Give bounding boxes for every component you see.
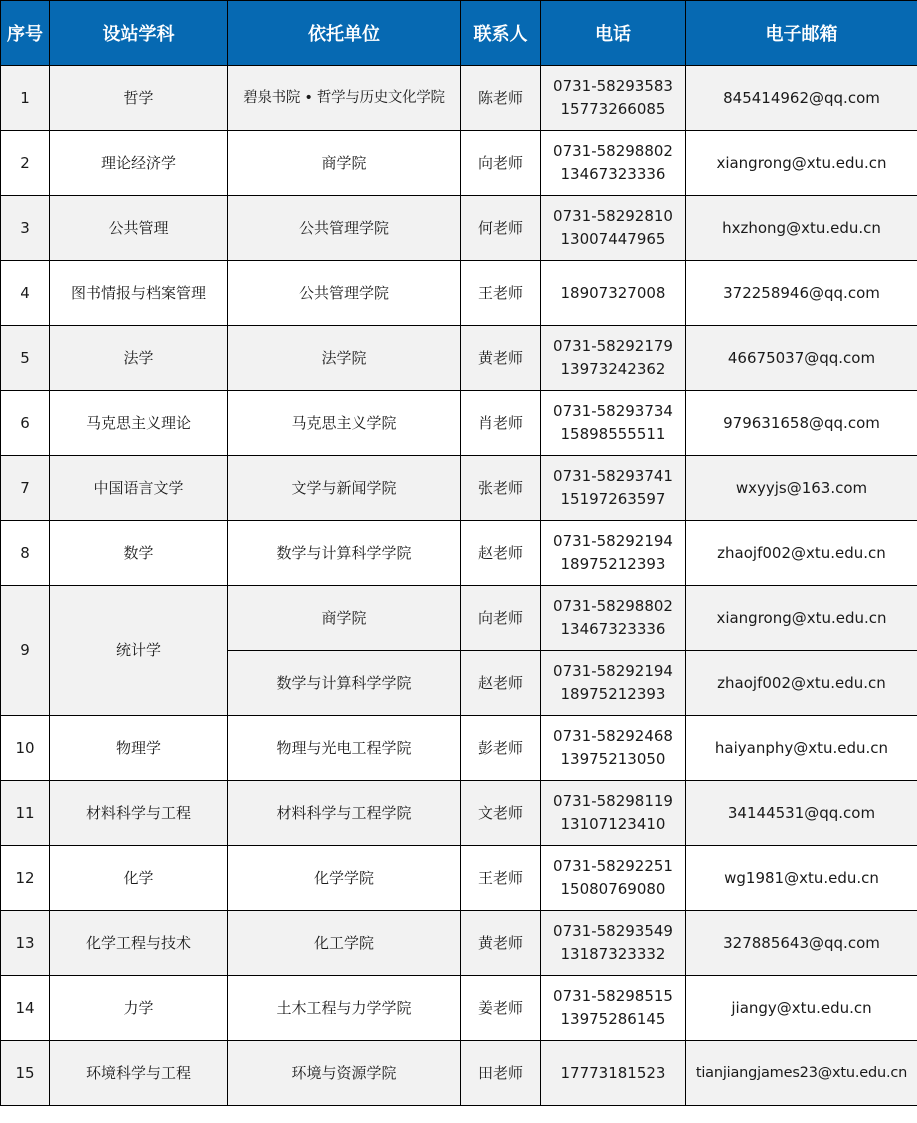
table-row [1, 131, 917, 196]
cell-contact: 赵老师 [461, 651, 541, 716]
cell-phone [541, 716, 686, 781]
cell-contact: 黄老师 [461, 911, 541, 976]
cell-email: 46675037@qq.com [686, 326, 917, 391]
phone-landline: 0731-58292251 [553, 857, 673, 875]
cell-phone [541, 391, 686, 456]
table-row [1, 1041, 917, 1106]
cell-phone [541, 586, 686, 651]
phone-mobile: 18975212393 [560, 555, 666, 573]
cell-email: zhaojf002@xtu.edu.cn [686, 651, 917, 716]
cell-unit: 文学与新闻学院 [228, 456, 461, 521]
phone-mobile: 18907327008 [560, 283, 666, 302]
header-phone: 电话 [541, 1, 686, 66]
phone-mobile: 13007447965 [560, 230, 666, 248]
phone-mobile: 15898555511 [560, 425, 666, 443]
phone-mobile: 13107123410 [560, 815, 666, 833]
cell-unit: 马克思主义学院 [228, 391, 461, 456]
phone-landline: 0731-58298515 [553, 987, 673, 1005]
cell-unit: 数学与计算科学学院 [228, 651, 461, 716]
cell-phone [541, 846, 686, 911]
cell-unit: 环境与资源学院 [228, 1041, 461, 1106]
cell-discipline: 法学 [50, 326, 228, 391]
cell-phone [541, 911, 686, 976]
cell-no: 14 [1, 976, 50, 1041]
cell-email: 979631658@qq.com [686, 391, 917, 456]
cell-discipline: 马克思主义理论 [50, 391, 228, 456]
cell-phone [541, 781, 686, 846]
cell-discipline: 哲学 [50, 66, 228, 131]
phone-landline: 0731-58293741 [553, 467, 673, 485]
cell-phone [541, 521, 686, 586]
cell-no: 5 [1, 326, 50, 391]
table-row [1, 716, 917, 781]
cell-contact: 田老师 [461, 1041, 541, 1106]
cell-phone [541, 456, 686, 521]
cell-email: hxzhong@xtu.edu.cn [686, 196, 917, 261]
table-row [1, 521, 917, 586]
table-row [1, 391, 917, 456]
cell-no: 2 [1, 131, 50, 196]
cell-discipline: 公共管理 [50, 196, 228, 261]
cell-unit: 土木工程与力学学院 [228, 976, 461, 1041]
cell-contact: 肖老师 [461, 391, 541, 456]
cell-email: 327885643@qq.com [686, 911, 917, 976]
cell-email: xiangrong@xtu.edu.cn [686, 586, 917, 651]
table-row [1, 456, 917, 521]
table-row [1, 196, 917, 261]
cell-contact: 文老师 [461, 781, 541, 846]
phone-landline: 0731-58292194 [553, 662, 673, 680]
cell-discipline: 环境科学与工程 [50, 1041, 228, 1106]
phone-mobile: 13187323332 [560, 945, 666, 963]
cell-discipline: 中国语言文学 [50, 456, 228, 521]
cell-discipline: 力学 [50, 976, 228, 1041]
cell-email: xiangrong@xtu.edu.cn [686, 131, 917, 196]
phone-mobile: 17773181523 [560, 1063, 666, 1082]
phone-mobile: 13975286145 [560, 1010, 666, 1028]
cell-discipline: 数学 [50, 521, 228, 586]
phone-landline: 0731-58293583 [553, 77, 673, 95]
cell-discipline: 物理学 [50, 716, 228, 781]
cell-contact: 赵老师 [461, 521, 541, 586]
phone-landline: 0731-58293549 [553, 922, 673, 940]
cell-no: 12 [1, 846, 50, 911]
cell-discipline: 统计学 [50, 586, 228, 716]
cell-phone [541, 326, 686, 391]
phone-mobile: 15773266085 [560, 100, 666, 118]
cell-contact: 向老师 [461, 586, 541, 651]
cell-no: 15 [1, 1041, 50, 1106]
cell-email: 845414962@qq.com [686, 66, 917, 131]
cell-contact: 黄老师 [461, 326, 541, 391]
cell-discipline: 理论经济学 [50, 131, 228, 196]
cell-no: 6 [1, 391, 50, 456]
cell-no: 11 [1, 781, 50, 846]
cell-phone [541, 66, 686, 131]
phone-mobile: 18975212393 [560, 685, 666, 703]
cell-phone [541, 131, 686, 196]
phone-mobile: 13973242362 [560, 360, 666, 378]
cell-discipline: 化学工程与技术 [50, 911, 228, 976]
cell-unit: 化学学院 [228, 846, 461, 911]
cell-contact: 向老师 [461, 131, 541, 196]
cell-phone [541, 196, 686, 261]
cell-unit: 商学院 [228, 586, 461, 651]
table-row [1, 326, 917, 391]
cell-phone [541, 261, 686, 326]
cell-unit: 数学与计算科学学院 [228, 521, 461, 586]
cell-discipline: 图书情报与档案管理 [50, 261, 228, 326]
cell-contact: 姜老师 [461, 976, 541, 1041]
phone-mobile: 15080769080 [560, 880, 666, 898]
header-discipline: 设站学科 [50, 1, 228, 66]
phone-landline: 0731-58293734 [553, 402, 673, 420]
cell-email: jiangy@xtu.edu.cn [686, 976, 917, 1041]
cell-email: wxyyjs@163.com [686, 456, 917, 521]
phone-mobile: 15197263597 [560, 490, 666, 508]
table-row [1, 976, 917, 1041]
phone-mobile: 13467323336 [560, 620, 666, 638]
cell-no: 10 [1, 716, 50, 781]
table-row [1, 66, 917, 131]
cell-phone [541, 651, 686, 716]
phone-landline: 0731-58298802 [553, 142, 673, 160]
cell-no: 8 [1, 521, 50, 586]
phone-landline: 0731-58298119 [553, 792, 673, 810]
table-row [1, 781, 917, 846]
phone-landline: 0731-58292468 [553, 727, 673, 745]
cell-email: 34144531@qq.com [686, 781, 917, 846]
header-no: 序号 [1, 1, 50, 66]
cell-no: 7 [1, 456, 50, 521]
phone-landline: 0731-58292194 [553, 532, 673, 550]
cell-unit: 化工学院 [228, 911, 461, 976]
phone-mobile: 13975213050 [560, 750, 666, 768]
table-row [1, 586, 917, 651]
cell-unit: 公共管理学院 [228, 196, 461, 261]
cell-unit: 公共管理学院 [228, 261, 461, 326]
cell-discipline: 材料科学与工程 [50, 781, 228, 846]
header-unit: 依托单位 [228, 1, 461, 66]
cell-email: zhaojf002@xtu.edu.cn [686, 521, 917, 586]
header-contact: 联系人 [461, 1, 541, 66]
cell-email: 372258946@qq.com [686, 261, 917, 326]
cell-email: wg1981@xtu.edu.cn [686, 846, 917, 911]
cell-phone [541, 976, 686, 1041]
phone-landline: 0731-58292179 [553, 337, 673, 355]
phone-landline: 0731-58298802 [553, 597, 673, 615]
cell-contact: 张老师 [461, 456, 541, 521]
cell-no: 1 [1, 66, 50, 131]
cell-no: 9 [1, 586, 50, 716]
header-row [1, 1, 917, 66]
cell-unit: 法学院 [228, 326, 461, 391]
cell-no: 4 [1, 261, 50, 326]
cell-no: 3 [1, 196, 50, 261]
header-email: 电子邮箱 [686, 1, 917, 66]
cell-discipline: 化学 [50, 846, 228, 911]
phone-landline: 0731-58292810 [553, 207, 673, 225]
table-row [1, 911, 917, 976]
cell-email: haiyanphy@xtu.edu.cn [686, 716, 917, 781]
table-row [1, 846, 917, 911]
cell-contact: 彭老师 [461, 716, 541, 781]
cell-contact: 陈老师 [461, 66, 541, 131]
cell-no: 13 [1, 911, 50, 976]
table-row [1, 261, 917, 326]
cell-phone [541, 1041, 686, 1106]
cell-contact: 王老师 [461, 846, 541, 911]
phone-mobile: 13467323336 [560, 165, 666, 183]
cell-contact: 王老师 [461, 261, 541, 326]
cell-unit: 碧泉书院 • 哲学与历史文化学院 [228, 66, 461, 131]
cell-contact: 何老师 [461, 196, 541, 261]
cell-unit: 物理与光电工程学院 [228, 716, 461, 781]
cell-unit: 商学院 [228, 131, 461, 196]
cell-email: tianjiangjames23@xtu.edu.cn [686, 1041, 917, 1106]
cell-unit: 材料科学与工程学院 [228, 781, 461, 846]
